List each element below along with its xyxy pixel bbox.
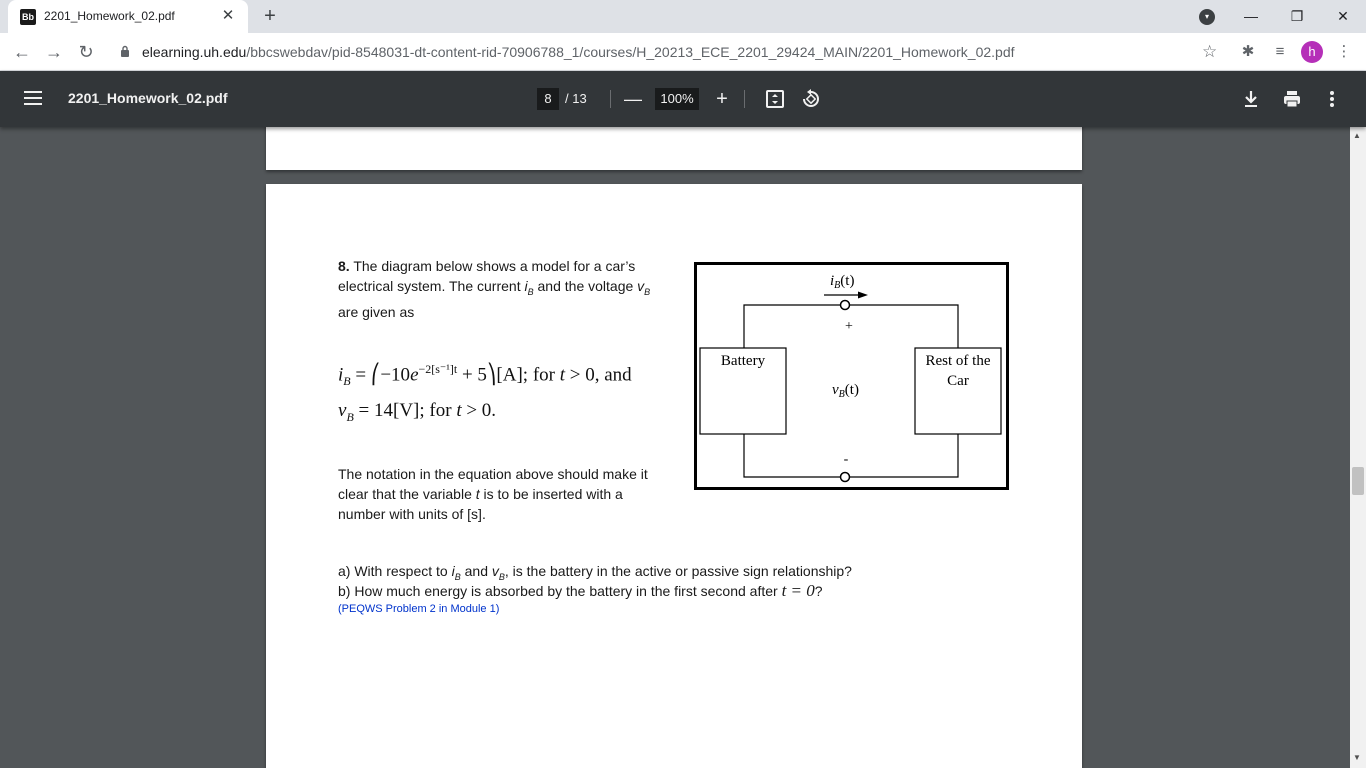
intro-line-2b: and the voltage — [537, 278, 634, 294]
qa-vB-sub: B — [498, 571, 505, 582]
intro-line-1 — [338, 256, 650, 276]
eq1-lhs: i — [338, 364, 344, 386]
question-b — [338, 581, 823, 601]
toolbar-divider — [610, 90, 611, 108]
more-actions-icon[interactable] — [1321, 88, 1343, 110]
minus-sign: - — [843, 452, 849, 467]
question-b-math: t = 0 — [781, 581, 815, 600]
restore-button[interactable]: ❐ — [1290, 8, 1304, 24]
url-path: /bbcswebdav/pid-8548031-dt-content-rid-70906788_1/courses/H_20213_ECE_2201_29424_MAIN/2201_Homework_02.pdf — [246, 44, 1015, 60]
question-a-and: and — [464, 563, 488, 579]
notation-line-2b: is to be inserted with a — [483, 486, 623, 502]
top-terminal — [841, 301, 850, 310]
battery-label: Battery — [720, 353, 766, 369]
browser-tab[interactable] — [8, 0, 248, 33]
eq2-t: t — [456, 400, 462, 421]
tab-strip — [0, 0, 1366, 33]
intro-line-3: are given as — [338, 303, 415, 320]
current-label — [830, 273, 854, 291]
voltage-label — [832, 382, 859, 400]
eq2-body: = 14[V]; for — [353, 400, 457, 421]
url-text — [142, 44, 1015, 60]
question-a: a) With respect to $i_B$ and $v_B$, is the battery in the active or passive sign relationship? — [338, 563, 852, 582]
circuit-diagram — [694, 262, 1010, 492]
equation-current — [338, 362, 632, 389]
notation-paragraph — [338, 464, 648, 524]
eq1-tail: > 0, and — [565, 364, 632, 386]
eq1-body-a: = ⎛−10 — [350, 364, 411, 386]
qa-iB-sub: B — [454, 571, 461, 582]
previous-page — [266, 127, 1082, 170]
pdf-viewer[interactable] — [0, 127, 1350, 768]
toolbar-divider — [744, 90, 745, 108]
eq1-t: t — [559, 364, 566, 386]
url-host: elearning.uh.edu — [142, 44, 247, 60]
voltage-label-sub: B — [838, 389, 845, 400]
download-icon[interactable] — [1240, 88, 1262, 110]
tab-title: 2201_Homework_02.pdf — [44, 9, 175, 23]
scroll-up-icon[interactable]: ▲ — [1353, 131, 1361, 140]
problem-intro — [338, 256, 650, 322]
zoom-level-input[interactable]: 100% — [655, 88, 699, 110]
tab-close-icon[interactable]: ✕ — [221, 7, 235, 24]
bottom-terminal — [841, 473, 850, 482]
minimize-button[interactable]: — — [1244, 8, 1258, 24]
window-close-button[interactable]: ✕ — [1337, 8, 1349, 24]
fit-page-icon[interactable] — [764, 88, 786, 110]
profile-avatar[interactable]: h — [1301, 41, 1323, 63]
notation-t: t — [475, 486, 480, 502]
eq1-e: e — [410, 364, 419, 386]
plus-sign: + — [845, 319, 853, 334]
question-a-post: , is the battery in the active or passive sign relationship? — [504, 563, 852, 579]
page-number-input[interactable]: 8 — [537, 88, 559, 110]
extensions-puzzle-icon[interactable]: ✱ — [1241, 43, 1255, 60]
lock-icon — [120, 45, 130, 57]
eq1-body-b: + 5⎞[A]; for — [457, 364, 560, 386]
eq2-tail: > 0. — [461, 400, 497, 421]
browser-menu-icon[interactable]: ⋮ — [1336, 43, 1352, 60]
eq1-sub: B — [343, 374, 351, 389]
question-a-pre: a) With respect to — [338, 563, 448, 579]
intro-line-1-text: The diagram below shows a model for a car’s — [353, 258, 636, 274]
intro-line-2-text: electrical system. The current — [338, 278, 521, 294]
notation-line-1: The notation in the equation above should make it — [338, 466, 648, 482]
problem-reference: (PEQWS Problem 2 in Module 1) — [338, 603, 500, 615]
pdf-page-8 — [266, 184, 1082, 768]
vB-sub: B — [644, 286, 651, 297]
notation-line-2a: clear that the variable — [338, 486, 472, 502]
scrollbar-thumb[interactable] — [1352, 467, 1364, 495]
rotate-icon[interactable] — [800, 88, 822, 110]
address-bar[interactable] — [108, 37, 1228, 67]
blackboard-favicon-icon: Bb — [20, 9, 36, 25]
current-label-arg: (t) — [840, 273, 855, 289]
current-label-i: i — [830, 273, 835, 289]
equation-voltage — [338, 400, 496, 425]
back-arrow-icon[interactable]: ← — [13, 42, 31, 62]
document-title: 2201_Homework_02.pdf — [68, 90, 228, 106]
load-label-line-1: Rest of the — [925, 353, 991, 369]
new-tab-button[interactable]: + — [264, 5, 276, 27]
tab-search-icon[interactable]: ▾ — [1199, 9, 1215, 25]
zoom-in-button[interactable]: + — [716, 88, 728, 110]
reload-icon[interactable]: ↻ — [78, 42, 94, 62]
load-label-line-2: Car — [947, 373, 969, 389]
iB-sub: B — [527, 286, 534, 297]
notation-line-3: number with units of [s]. — [338, 506, 486, 522]
page-total: / 13 — [565, 91, 587, 106]
forward-arrow-icon[interactable]: → — [45, 42, 63, 62]
voltage-label-v: v — [832, 382, 839, 398]
notation-line-2 — [338, 484, 648, 504]
browser-toolbar — [0, 33, 1366, 71]
problem-number: 8. — [338, 258, 350, 274]
question-b-pre: b) How much energy is absorbed by the battery in the first second after — [338, 583, 778, 599]
print-icon[interactable] — [1281, 88, 1303, 110]
voltage-label-arg: (t) — [844, 382, 859, 398]
vertical-scrollbar[interactable] — [1350, 127, 1366, 768]
zoom-out-button[interactable]: — — [624, 89, 642, 109]
current-label-sub: B — [834, 280, 841, 291]
eq2-lhs: v — [338, 400, 347, 421]
pdf-toolbar — [0, 71, 1366, 127]
bookmark-star-icon[interactable]: ☆ — [1202, 42, 1218, 61]
question-b-end: ? — [814, 583, 823, 599]
scroll-down-icon[interactable]: ▼ — [1353, 753, 1361, 762]
hamburger-menu-icon[interactable] — [24, 91, 42, 105]
eq1-exponent: −2[s⁻¹]t — [418, 362, 458, 376]
reading-list-icon[interactable]: ≡ — [1275, 43, 1285, 60]
intro-line-2: electrical system. The current $i_B$ and the voltage $v_B$ — [338, 278, 651, 297]
eq2-sub: B — [346, 409, 354, 424]
